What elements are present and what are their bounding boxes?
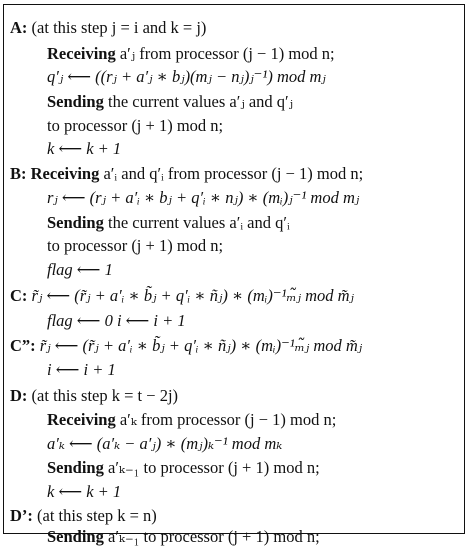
algorithm-box — [3, 4, 465, 546]
step-text: (at this step k = n) — [37, 506, 157, 525]
line — [47, 457, 320, 479]
line — [47, 526, 320, 548]
text: k ⟵ k + 1 — [47, 139, 122, 158]
keyword: Receiving — [30, 164, 100, 183]
text: a′ₖ ⟵ (a′ₖ − a′ⱼ) ∗ (mⱼ)ₖ⁻¹ mod mₖ — [47, 434, 283, 453]
text: a′ₖ₋₁ to processor (j + 1) mod n; — [103, 458, 320, 477]
line — [47, 409, 336, 431]
line — [47, 481, 121, 503]
step-label: D’: — [10, 506, 33, 525]
text: rⱼ ⟵ (rⱼ + a′ᵢ ∗ bⱼ + q′ᵢ ∗ nⱼ) ∗ (mᵢ)ⱼ⁻¹ mod mⱼ — [47, 188, 360, 207]
line — [47, 187, 359, 209]
text: flag ⟵ 0 i ⟵ i + 1 — [47, 311, 186, 330]
text: the current values a′ᵢ and q′ᵢ — [103, 213, 290, 232]
text: a′ₖ from processor (j − 1) mod n; — [115, 410, 337, 429]
line — [47, 310, 186, 332]
keyword: Receiving — [47, 410, 116, 429]
line — [47, 66, 326, 88]
line — [47, 138, 121, 160]
step-label: C”: — [10, 336, 36, 355]
text: a′ₖ₋₁ to processor (j + 1) mod n; — [103, 527, 320, 546]
text: flag ⟵ 1 — [47, 260, 113, 279]
text: a′ᵢ and q′ᵢ from processor (j − 1) mod n; — [99, 164, 364, 183]
line — [47, 235, 223, 257]
text: to processor (j + 1) mod n; — [47, 236, 224, 255]
line — [47, 259, 113, 281]
step-text: (at this step k = t − 2j) — [31, 386, 179, 405]
line — [47, 433, 282, 455]
step-label: B: — [10, 164, 27, 183]
step-c2-line — [10, 335, 362, 357]
line — [47, 115, 223, 137]
text: to processor (j + 1) mod n; — [47, 116, 224, 135]
keyword: Sending — [47, 92, 104, 111]
text: the current values a′ⱼ and q′ⱼ — [103, 92, 293, 111]
line — [47, 212, 290, 234]
line — [47, 43, 335, 65]
text: r̃ⱼ ⟵ (r̃ⱼ + a′ᵢ ∗ b̃ⱼ + q′ᵢ ∗ ñⱼ) ∗ (mᵢ)⁻¹ₘ̃ⱼ mod m̃ⱼ — [39, 336, 363, 355]
step-label: C: — [10, 286, 28, 305]
text: a′ⱼ from processor (j − 1) mod n; — [115, 44, 335, 63]
line — [47, 359, 116, 381]
text: q′ⱼ ⟵ ((rⱼ + a′ⱼ ∗ bⱼ)(mⱼ − nⱼ)ⱼ⁻¹) mod mⱼ — [47, 67, 326, 86]
step-label: A: — [10, 18, 28, 37]
step-c-line — [10, 285, 354, 307]
keyword: Sending — [47, 527, 104, 546]
keyword: Sending — [47, 458, 104, 477]
step-a-line — [10, 17, 206, 39]
line — [47, 91, 293, 113]
text: r̃ⱼ ⟵ (r̃ⱼ + a′ᵢ ∗ b̃ⱼ + q′ᵢ ∗ ñⱼ) ∗ (mᵢ)⁻¹ₘ̃ⱼ mod m̃ⱼ — [31, 286, 354, 305]
text: i ⟵ i + 1 — [47, 360, 116, 379]
keyword: Sending — [47, 213, 104, 232]
step-text: (at this step j = i and k = j) — [31, 18, 207, 37]
text: k ⟵ k + 1 — [47, 482, 122, 501]
step-b-line — [10, 163, 363, 185]
step-d-prime-line — [10, 505, 157, 527]
step-label: D: — [10, 386, 28, 405]
keyword: Receiving — [47, 44, 116, 63]
step-d-line — [10, 385, 178, 407]
